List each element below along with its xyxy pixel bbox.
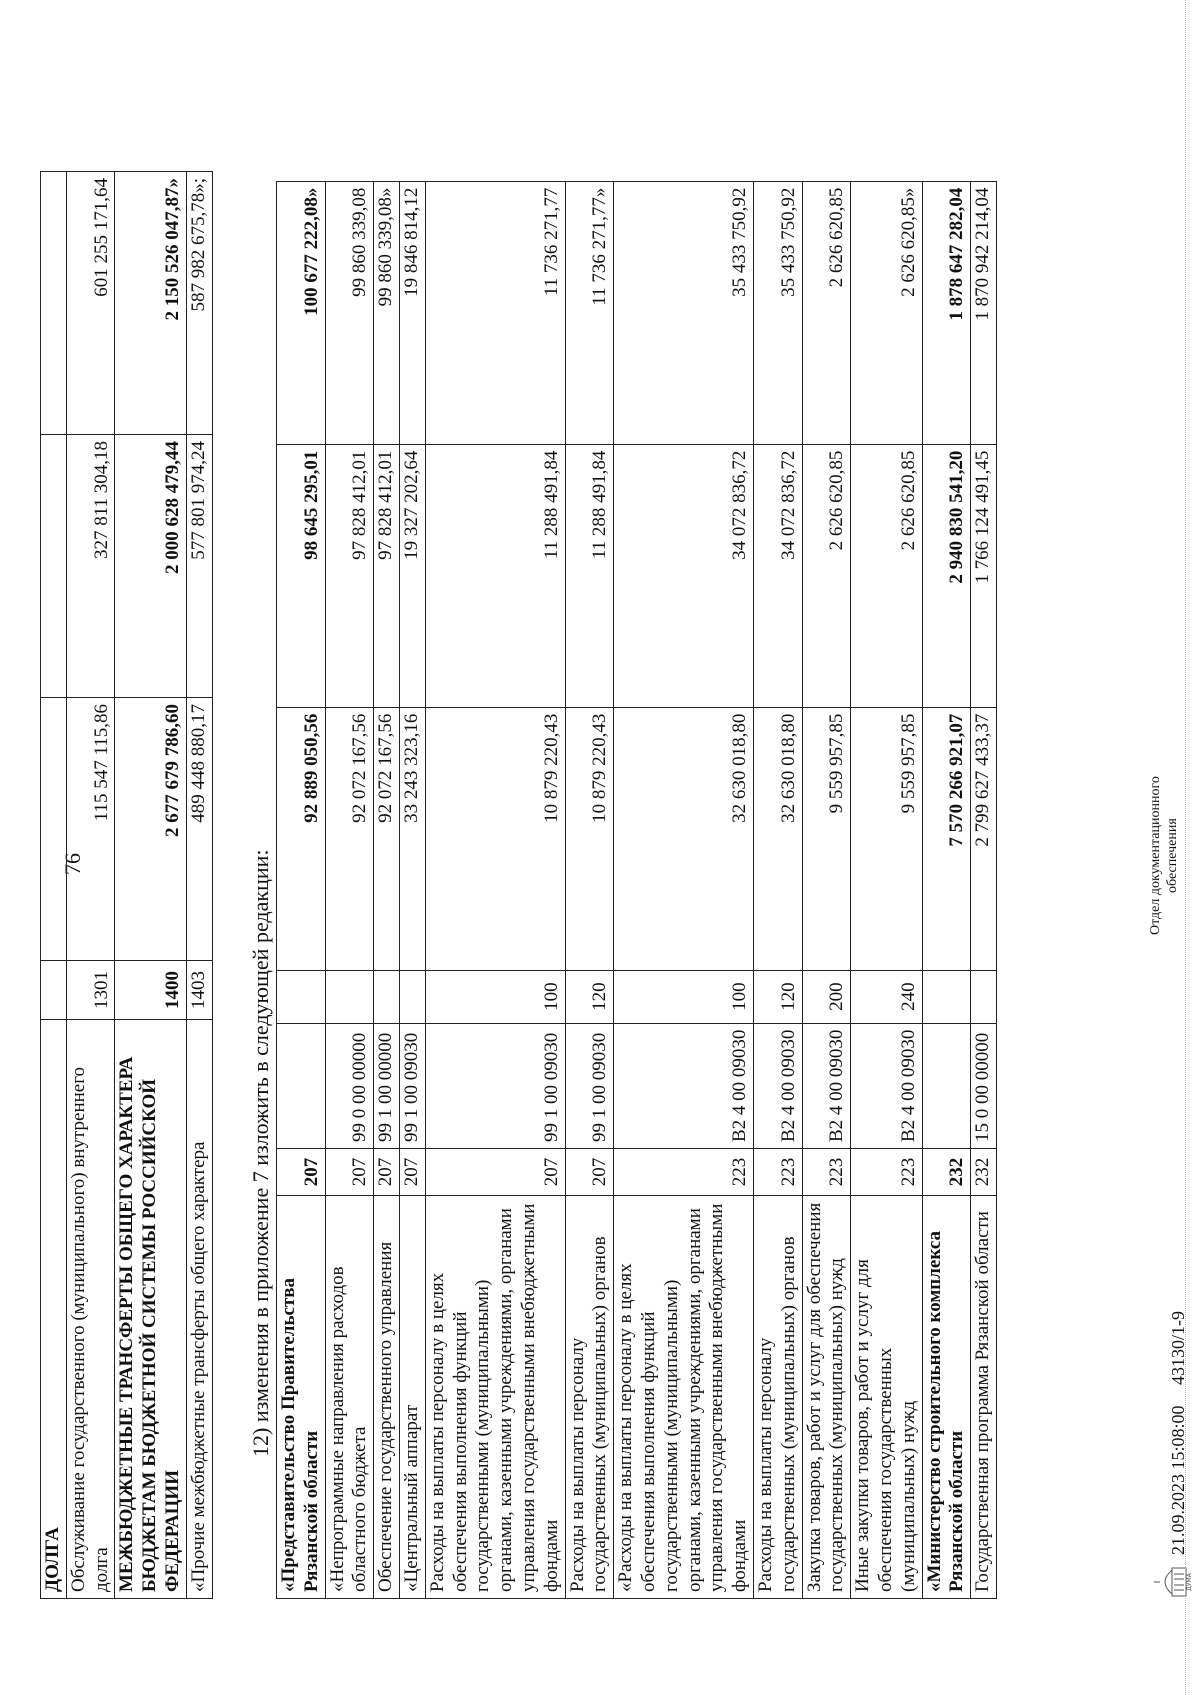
row-value-2023: 9 559 957,85	[802, 707, 851, 970]
row-department-code: 207	[399, 1149, 425, 1196]
row-section-code: 1301	[66, 961, 115, 1020]
row-target-article: 99 1 00 09030	[425, 1023, 565, 1148]
row-value-2025: 11 736 271,77»	[565, 181, 614, 444]
row-target-article: 99 1 00 09030	[399, 1023, 425, 1148]
footer-department	[1148, 776, 1182, 935]
table-row	[614, 181, 754, 1598]
row-expense-type: 120	[565, 970, 614, 1023]
row-value-2024: 34 072 836,72	[614, 444, 754, 707]
row-value-2025: 2 626 620,85	[802, 181, 851, 444]
row-value-2025: 2 626 620,85»	[851, 181, 922, 444]
row-expense-type: 240	[851, 970, 922, 1023]
row-name: Расходы на выплаты персоналу государственных (муниципальных) органов	[753, 1196, 802, 1599]
row-value-2024: 1 766 124 491,45	[971, 444, 997, 707]
svg-text:ДУМА: ДУМА	[1186, 1573, 1193, 1591]
row-value-2023: 92 072 167,56	[374, 707, 400, 970]
row-department-code: 223	[802, 1149, 851, 1196]
table-row	[922, 181, 971, 1598]
row-target-article: В2 4 00 09030	[802, 1023, 851, 1148]
table-row	[277, 181, 326, 1598]
row-department-code: 223	[614, 1149, 754, 1196]
row-target-article: В2 4 00 09030	[753, 1023, 802, 1148]
table-main	[276, 181, 997, 1599]
row-value-2024: 34 072 836,72	[753, 444, 802, 707]
table-row	[425, 181, 565, 1598]
row-value-2024: 97 828 412,01	[325, 444, 374, 707]
table-row	[399, 181, 425, 1598]
row-target-article: 15 0 00 00000	[971, 1023, 997, 1148]
row-name: «Расходы на выплаты персоналу в целях обеспечения выполнения функций государственными (муниципальными) органами, казенными учреждениями, органами управления государственными внебюджетными фондами	[614, 1196, 754, 1599]
row-value-2025: 35 433 750,92	[753, 181, 802, 444]
row-value-2023: 7 570 266 921,07	[922, 707, 971, 970]
row-value-2023: 32 630 018,80	[614, 707, 754, 970]
row-name: Государственная программа Рязанской области	[971, 1196, 997, 1599]
row-target-article: В2 4 00 09030	[851, 1023, 922, 1148]
table-row	[325, 181, 374, 1598]
row-department-code: 207	[425, 1149, 565, 1196]
row-department-code: 207	[565, 1149, 614, 1196]
row-value-2025: 601 255 171,64	[66, 172, 115, 435]
row-expense-type	[325, 970, 374, 1023]
row-section-code: 1400	[115, 961, 186, 1020]
row-value-2025: 99 860 339,08»	[374, 181, 400, 444]
row-value-2024: 11 288 491,84	[565, 444, 614, 707]
table-row	[186, 172, 212, 1599]
table-row	[41, 172, 67, 1599]
row-department-code: 207	[325, 1149, 374, 1196]
row-expense-type: 100	[425, 970, 565, 1023]
footer-document-code: 43130/1-9	[1168, 1311, 1188, 1385]
row-name: Закупка товаров, работ и услуг для обеспечения государственных (муниципальных) нужд	[802, 1196, 851, 1599]
row-value-2024	[41, 435, 67, 698]
row-value-2025: 1 878 647 282,04	[922, 181, 971, 444]
row-value-2023: 9 559 957,85	[851, 707, 922, 970]
row-value-2023: 489 448 880,17	[186, 698, 212, 961]
row-target-article: В2 4 00 09030	[614, 1023, 754, 1148]
row-value-2024: 19 327 202,64	[399, 444, 425, 707]
row-expense-type: 200	[802, 970, 851, 1023]
row-value-2023: 2 677 679 786,60	[115, 698, 186, 961]
row-value-2024: 2 000 628 479,44	[115, 435, 186, 698]
table-row	[802, 181, 851, 1598]
footer-date: 21.09.2023 15:08:00	[1168, 1405, 1188, 1555]
row-expense-type	[374, 970, 400, 1023]
footer-department-line2: обеспечения	[1164, 818, 1180, 893]
row-name: «Центральный аппарат	[399, 1196, 425, 1599]
row-name: МЕЖБЮДЖЕТНЫЕ ТРАНСФЕРТЫ ОБЩЕГО ХАРАКТЕРА БЮДЖЕТАМ БЮДЖЕТНОЙ СИСТЕМЫ РОССИЙСКОЙ ФЕДЕРАЦИИ	[115, 1020, 186, 1599]
table-row	[851, 181, 922, 1598]
table-row	[971, 181, 997, 1598]
row-value-2025: 2 150 526 047,87»	[115, 172, 186, 435]
scan-edge-divider	[1185, 0, 1186, 1695]
row-expense-type: 100	[614, 970, 754, 1023]
row-expense-type	[971, 970, 997, 1023]
row-target-article	[922, 1023, 971, 1148]
row-value-2023: 10 879 220,43	[425, 707, 565, 970]
row-expense-type	[922, 970, 971, 1023]
table-row	[115, 172, 186, 1599]
row-name: Иные закупки товаров, работ и услуг для обеспечения государственных (муниципальных) нужд	[851, 1196, 922, 1599]
row-expense-type	[277, 970, 326, 1023]
row-department-code: 223	[753, 1149, 802, 1196]
row-value-2025: 11 736 271,77	[425, 181, 565, 444]
row-value-2023: 2 799 627 433,37	[971, 707, 997, 970]
page-number: 76	[60, 853, 85, 875]
row-value-2024: 577 801 974,24	[186, 435, 212, 698]
row-target-article: 99 1 00 09030	[565, 1023, 614, 1148]
row-name: ДОЛГА	[41, 1020, 67, 1599]
row-name: «Непрограммные направления расходов областного бюджета	[325, 1196, 374, 1599]
row-value-2024: 97 828 412,01	[374, 444, 400, 707]
row-value-2025: 100 677 222,08»	[277, 181, 326, 444]
row-value-2024: 98 645 295,01	[277, 444, 326, 707]
row-name: Расходы на выплаты персоналу государственных (муниципальных) органов	[565, 1196, 614, 1599]
row-value-2023: 115 547 115,86	[66, 698, 115, 961]
table-row	[565, 181, 614, 1598]
row-department-code: 232	[971, 1149, 997, 1196]
section-header: 12) изменения в приложение 7 изложить в следующей редакции:	[248, 849, 273, 1457]
row-target-article: 99 0 00 00000	[325, 1023, 374, 1148]
row-department-code: 232	[922, 1149, 971, 1196]
table-row	[753, 181, 802, 1598]
row-value-2024: 2 626 620,85	[802, 444, 851, 707]
row-name: Обеспечение государственного управления	[374, 1196, 400, 1599]
row-value-2024: 2 940 830 541,20	[922, 444, 971, 707]
row-value-2025	[41, 172, 67, 435]
row-section-code: 1403	[186, 961, 212, 1020]
row-department-code: 223	[851, 1149, 922, 1196]
row-name: Расходы на выплаты персоналу в целях обеспечения выполнения функций государственными (муниципальными) органами, казенными учреждениями, органами управления государственными внебюджетными фондами	[425, 1196, 565, 1599]
row-value-2025: 587 982 675,78»;	[186, 172, 212, 435]
row-expense-type	[399, 970, 425, 1023]
row-value-2023: 32 630 018,80	[753, 707, 802, 970]
row-name: «Прочие межбюджетные трансферты общего характера	[186, 1020, 212, 1599]
table-row	[66, 172, 115, 1599]
row-section-code	[41, 961, 67, 1020]
table-top	[40, 171, 213, 1599]
row-target-article	[277, 1023, 326, 1148]
row-value-2025: 19 846 814,12	[399, 181, 425, 444]
row-department-code: 207	[277, 1149, 326, 1196]
row-value-2023: 33 243 323,16	[399, 707, 425, 970]
row-value-2023: 10 879 220,43	[565, 707, 614, 970]
row-value-2025: 35 433 750,92	[614, 181, 754, 444]
row-name: «Министерство строительного комплекса Рязанской области	[922, 1196, 971, 1599]
row-target-article: 99 1 00 00000	[374, 1023, 400, 1148]
footer-department-line1: Отдел документационного	[1148, 776, 1163, 935]
row-expense-type: 120	[753, 970, 802, 1023]
row-name: Обслуживание государственного (муниципального) внутреннего долга	[66, 1020, 115, 1599]
row-department-code: 207	[374, 1149, 400, 1196]
row-name: «Представительство Правительства Рязанской области	[277, 1196, 326, 1599]
row-value-2023	[41, 698, 67, 961]
table-row	[374, 181, 400, 1598]
row-value-2023: 92 889 050,56	[277, 707, 326, 970]
row-value-2025: 99 860 339,08	[325, 181, 374, 444]
row-value-2024: 327 811 304,18	[66, 435, 115, 698]
row-value-2024: 11 288 491,84	[425, 444, 565, 707]
row-value-2024: 2 626 620,85	[851, 444, 922, 707]
row-value-2023: 92 072 167,56	[325, 707, 374, 970]
row-value-2025: 1 870 942 214,04	[971, 181, 997, 444]
